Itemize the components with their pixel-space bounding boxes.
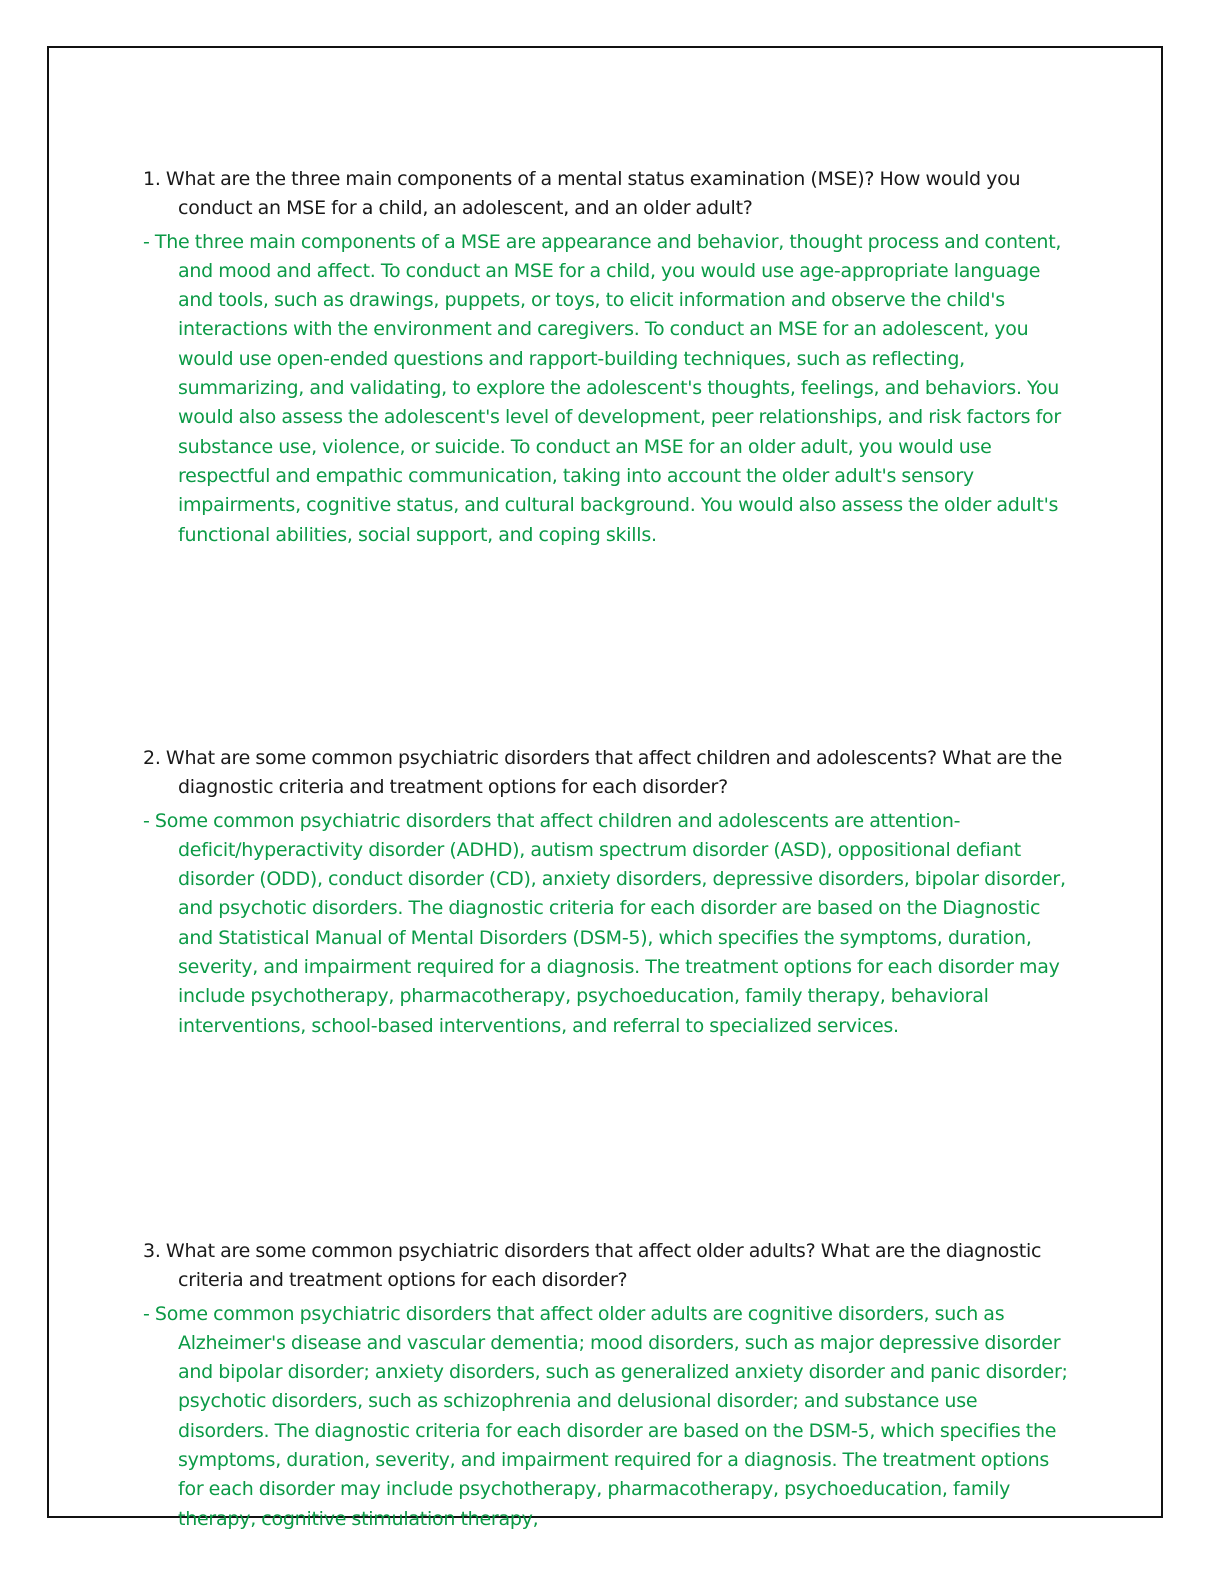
answer-3: - Some common psychiatric disorders that affect older adults are cognitive disorders, such as Alzheimer's disease and vascular dementia; mood disorders, such as major depressive disorder and bipolar disorder; anxiety disorders, such as generalized anxiety disorder and panic disorder; psychotic disorders, such as schizophrenia and delusional disorder; and substance use disorders. The diagnostic criteria for each disorder are based on the DSM-5, which specifies the symptoms, duration, severity, and impairment required for a diagnosis. The treatment options for each disorder may include psychotherapy, pharmacotherapy, psychoeducation, family therapy, cognitive stimulation therapy, <box>143 1302 1068 1530</box>
question-3: 3. What are some common psychiatric disorders that affect older adults? What are the diagnostic criteria and treatment options for each disorder? <box>143 1240 1042 1292</box>
qa-item-2 <box>143 744 1073 1041</box>
qa-item-1 <box>143 165 1073 550</box>
answer-1: - The three main components of a MSE are appearance and behavior, thought process and content, and mood and affect. To conduct an MSE for a child, you would use age-appropriate language and tools, such as drawings, puppets, or toys, to elicit information and observe the child's interactions with the environment and caregivers. To conduct an MSE for an adolescent, you would use open-ended questions and rapport-building techniques, such as reflecting, summarizing, and validating, to explore the adolescent's thoughts, feelings, and behaviors. You would also assess the adolescent's level of development, peer relationships, and risk factors for substance use, violence, or suicide. To conduct an MSE for an older adult, you would use respectful and empathic communication, taking into account the older adult's sensory impairments, cognitive status, and cultural background. You would also assess the older adult's functional abilities, social support, and coping skills. <box>143 230 1062 546</box>
answer-2: - Some common psychiatric disorders that affect children and adolescents are attention-deficit/hyperactivity disorder (ADHD), autism spectrum disorder (ASD), oppositional defiant disorder (ODD), conduct disorder (CD), anxiety disorders, depressive disorders, bipolar disorder, and psychotic disorders. The diagnostic criteria for each disorder are based on the Diagnostic and Statistical Manual of Mental Disorders (DSM-5), which specifies the symptoms, duration, severity, and impairment required for a diagnosis. The treatment options for each disorder may include psychotherapy, pharmacotherapy, psychoeducation, family therapy, behavioral interventions, school-based interventions, and referral to specialized services. <box>143 809 1066 1037</box>
question-1: 1. What are the three main components of a mental status examination (MSE)? How would you conduct an MSE for a child, an adolescent, and an older adult? <box>143 168 1021 220</box>
question-2: 2. What are some common psychiatric disorders that affect children and adolescents? What are the diagnostic criteria and treatment options for each disorder? <box>143 747 1063 799</box>
qa-item-3 <box>143 1237 1073 1534</box>
